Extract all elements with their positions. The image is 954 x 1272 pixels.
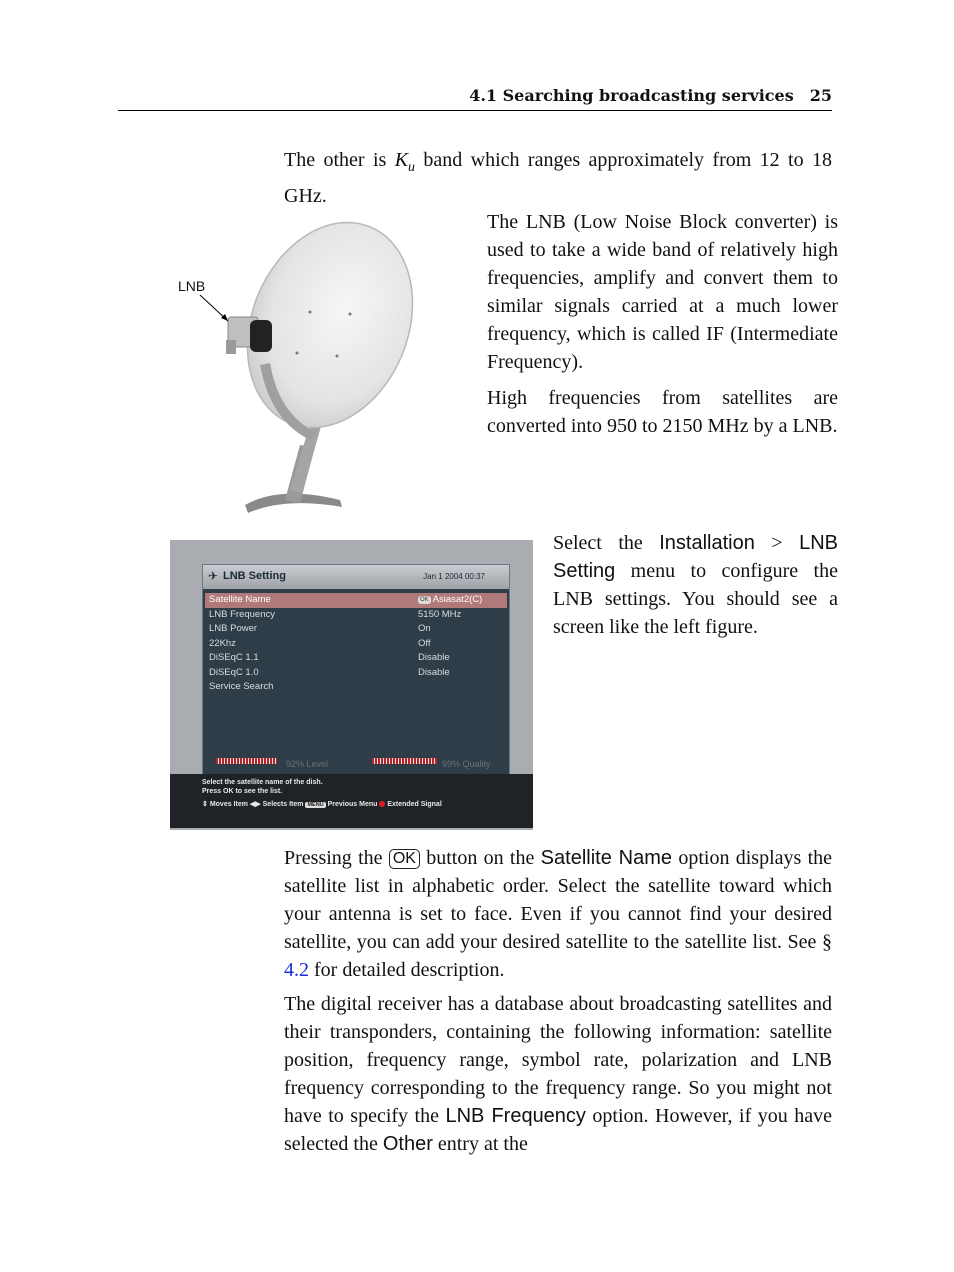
setting-value: On [418, 623, 431, 634]
text: Select the [553, 532, 660, 554]
paragraph-satellite-name [284, 844, 832, 984]
text: The digital receiver has a database about broadcasting satellites and their transponders, containing the following information: satellite position, frequency range, symbol rate, polarization and LNB frequency corresponding to the frequency range. So you might not have to specify the [284, 993, 832, 1127]
text: option. However, if you have selected the [284, 1105, 832, 1155]
level-readout: 92% Level [286, 759, 329, 769]
key-legend [202, 800, 442, 808]
satellite-dish-figure [150, 215, 450, 520]
settings-list [205, 593, 507, 695]
help-line-2: Press OK to see the list. [202, 788, 283, 795]
paragraph-select-menu [553, 529, 838, 641]
paragraph-ku-band [284, 146, 832, 210]
satellite-icon: ✈ [208, 569, 219, 583]
section-title: 4.1 Searching broadcasting services [469, 86, 794, 105]
setting-label: DiSEqC 1.1 [209, 652, 259, 663]
red-button-icon [379, 801, 385, 807]
setting-row-lnb-frequency[interactable] [205, 608, 507, 623]
setting-value: 5150 MHz [418, 608, 462, 620]
text: for detailed description. [309, 959, 505, 981]
quality-readout: 99% Quality [442, 759, 491, 769]
section-link[interactable]: 4.2 [284, 959, 309, 981]
text: > [754, 532, 800, 554]
legend-extended: Extended Signal [387, 801, 442, 808]
k-subscript: u [408, 160, 416, 175]
option-other: Other [382, 1133, 433, 1155]
setting-value: Off [418, 637, 431, 649]
setting-row-diseqc-1-1[interactable] [205, 651, 507, 666]
setting-label: DiSEqC 1.0 [209, 666, 259, 678]
help-line-1: Select the satellite name of the dish. [202, 779, 323, 786]
setting-label: Service Search [209, 681, 274, 692]
menu-key-icon: MENU [307, 802, 324, 808]
ok-key-icon: OK [389, 849, 420, 869]
setting-row-22khz[interactable] [205, 637, 507, 652]
setting-row-diseqc-1-0[interactable] [205, 666, 507, 681]
quality-meter [372, 758, 437, 764]
legend-moves: Moves Item [209, 801, 248, 808]
setting-value: Disable [418, 666, 450, 678]
running-header [118, 86, 832, 111]
text: entry at the [432, 1133, 528, 1155]
option-lnb-frequency: LNB Frequency [445, 1105, 586, 1127]
text: Pressing the [284, 847, 389, 869]
setting-label: Satellite Name [209, 594, 271, 605]
text: The other is [284, 149, 395, 171]
text: menu to configure the LNB settings. You should see a screen like the left figure. [553, 560, 838, 638]
panel-title: LNB Setting [223, 570, 286, 582]
legend-selects: Selects Item [262, 801, 304, 808]
legend-previous: Previous Menu [327, 801, 378, 808]
lnb-label: LNB [178, 278, 206, 294]
menu-installation: Installation [659, 532, 755, 554]
up-down-icon: ⇕ [202, 801, 208, 808]
text: band which ranges approximately from 12 to 18 GHz. [284, 149, 833, 207]
setting-row-satellite-name[interactable] [205, 593, 507, 608]
signal-meters [170, 756, 533, 772]
lnb-setting-panel [202, 564, 510, 776]
setting-value: Asiasat2(C) [432, 594, 483, 605]
setting-label: LNB Power [209, 623, 258, 634]
setting-value: Disable [418, 652, 450, 663]
k-symbol: K [394, 149, 409, 171]
panel-title-bar [203, 565, 509, 589]
page-number: 25 [809, 86, 832, 105]
option-satellite-name: Satellite Name [540, 847, 673, 869]
text: option displays the satellite list in alphabetic order. Select the satellite toward which your antenna is set to face. Even if you cannot find your desired satellite, you can add your desired satellite to the satellite list. See § [284, 847, 833, 953]
help-footer [170, 774, 533, 828]
level-meter [216, 758, 277, 764]
paragraph-lnb-conversion: High frequencies from satellites are converted into 950 to 2150 MHz by a LNB. [487, 387, 838, 437]
ok-badge: OK [420, 597, 429, 603]
paragraph-lnb-definition: The LNB (Low Noise Block converter) is used to take a wide band of relatively high frequencies, amplify and convert them to similar signals carried at a much lower frequency, which is called IF (Intermediate Frequency). [487, 211, 838, 373]
paragraph-database [284, 990, 832, 1158]
text: button on the [419, 847, 541, 869]
setting-label: LNB Frequency [209, 608, 276, 620]
setting-row-service-search[interactable] [205, 680, 507, 695]
menu-lnb-setting: LNB Setting [553, 532, 838, 582]
setting-label: 22Khz [209, 637, 236, 649]
left-right-icon: ◀▶ [249, 801, 261, 808]
setting-row-lnb-power[interactable] [205, 622, 507, 637]
lnb-setting-screenshot [170, 540, 533, 830]
panel-datetime: Jan 1 2004 00:37 [423, 572, 485, 581]
